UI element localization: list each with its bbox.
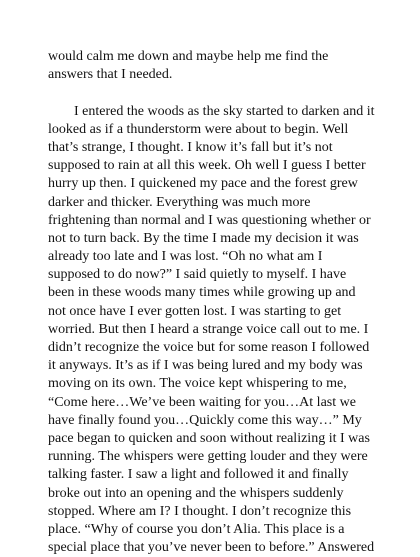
text-line: have finally found you…Quickly come this way…” My — [48, 412, 362, 428]
text-line: supposed to rain at all this week. Oh well I guess I better — [48, 158, 366, 174]
text-line: stopped. Where am I? I thought. I don’t recognize this — [48, 503, 352, 519]
text-line: “Come here…We’ve been waiting for you…At last we — [48, 394, 356, 410]
text-line: not to turn back. By the time I made my decision it was — [48, 230, 359, 246]
text-line: it anyways. It’s as if I was being lured and my body was — [48, 358, 363, 374]
text-line: supposed to do now?” I said quietly to myself. I have — [48, 267, 347, 283]
text-line: worried. But then I heard a strange voice call out to me. I — [48, 321, 369, 337]
blank-line — [48, 84, 388, 102]
text-line: darker and thicker. Everything was much more — [48, 194, 311, 210]
text-line: frightening than normal and I was questioning whether or — [48, 212, 371, 228]
text-line: not once have I ever gotten lost. I was starting to get — [48, 303, 342, 319]
text-line: special place that you’ve never been to before.” Answered — [48, 540, 375, 556]
text-line: talking faster. I saw a light and followed it and finally — [48, 467, 349, 483]
text-line: would calm me down and maybe help me find the — [48, 49, 329, 64]
text-line: broke out into an opening and the whispers suddenly — [48, 485, 344, 501]
text-line: place. “Why of course you don’t Alia. This place is a — [48, 521, 345, 537]
text-line: looked as if a thunderstorm were about to begin. Well — [48, 121, 349, 137]
text-line: pace began to quicken and soon without realizing it I was — [48, 430, 370, 446]
body-text — [48, 48, 388, 557]
text-line: hurry up then. I quickened my pace and the forest grew — [48, 176, 358, 192]
text-line: already too late and I was lost. “Oh no what am I — [48, 249, 323, 265]
text-line: moving on its own. The voice kept whispering to me, — [48, 376, 347, 392]
paragraph-first-line: I entered the woods as the sky started to darken and it — [74, 103, 375, 119]
text-line: that’s strange, I thought. I know it’s fall but it’s not — [48, 139, 333, 155]
text-line: running. The whispers were getting louder and they were — [48, 449, 368, 465]
text-line: been in these woods many times while growing up and — [48, 285, 356, 301]
text-line: answers that I needed. — [48, 67, 173, 83]
text-line: didn’t recognize the voice but for some reason I followed — [48, 340, 370, 355]
